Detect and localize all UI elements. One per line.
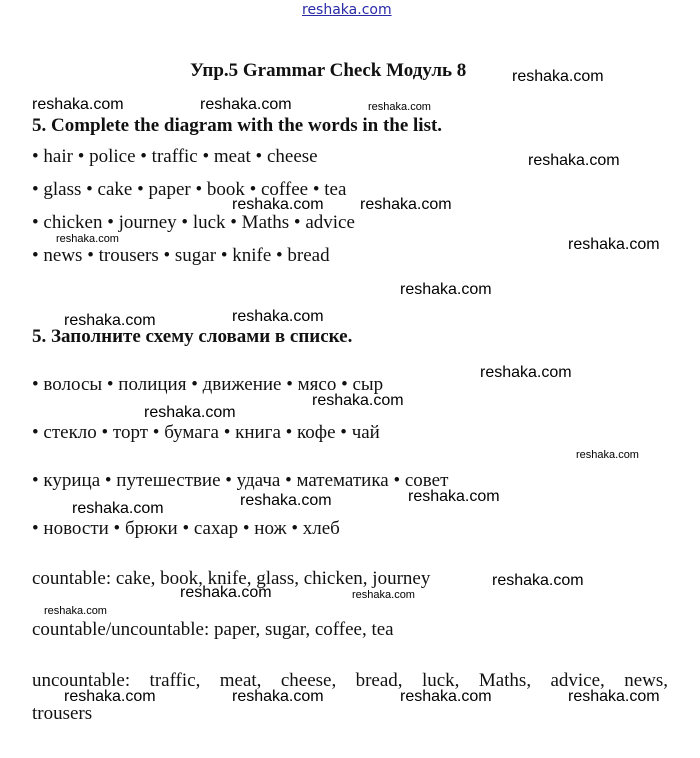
watermark: reshaka.com	[232, 196, 324, 213]
watermark: reshaka.com	[400, 688, 492, 705]
watermark: reshaka.com	[576, 449, 639, 461]
watermark: reshaka.com	[492, 572, 584, 589]
watermark: reshaka.com	[528, 152, 620, 169]
answer-countable-uncountable: countable/uncountable: paper, sugar, coffee, tea	[32, 619, 394, 640]
site-link[interactable]: reshaka.com	[302, 2, 392, 18]
watermark: reshaka.com	[32, 96, 124, 113]
watermark: reshaka.com	[64, 688, 156, 705]
russian-word-line-1: • волосы • полиция • движение • мясо • сыр	[32, 374, 384, 395]
russian-heading: 5. Заполните схему словами в списке.	[32, 326, 353, 347]
watermark: reshaka.com	[352, 589, 415, 601]
answer-uncountable-line-1: uncountable: traffic, meat, cheese, bread, luck, Maths, advice, news,	[32, 670, 668, 691]
watermark: reshaka.com	[568, 236, 660, 253]
watermark: reshaka.com	[408, 488, 500, 505]
watermark: reshaka.com	[312, 392, 404, 409]
watermark: reshaka.com	[56, 233, 119, 245]
watermark: reshaka.com	[512, 68, 604, 85]
watermark: reshaka.com	[368, 101, 431, 113]
russian-word-line-2: • стекло • торт • бумага • книга • кофе • чай	[32, 422, 380, 443]
watermark: reshaka.com	[200, 96, 292, 113]
watermark: reshaka.com	[232, 688, 324, 705]
watermark: reshaka.com	[360, 196, 452, 213]
english-word-line-2: • glass • cake • paper • book • coffee • tea	[32, 179, 347, 200]
watermark: reshaka.com	[480, 364, 572, 381]
watermark: reshaka.com	[568, 688, 660, 705]
watermark: reshaka.com	[400, 281, 492, 298]
watermark: reshaka.com	[144, 404, 236, 421]
watermark: reshaka.com	[64, 312, 156, 329]
watermark: reshaka.com	[240, 492, 332, 509]
answer-uncountable-line-2: trousers	[32, 703, 93, 724]
english-word-line-1: • hair • police • traffic • meat • cheese	[32, 146, 318, 167]
english-word-line-3: • chicken • journey • luck • Maths • advice	[32, 212, 355, 233]
page-title: Упр.5 Grammar Check Модуль 8	[190, 60, 467, 81]
english-word-line-4: • news • trousers • sugar • knife • bread	[32, 245, 330, 266]
watermark: reshaka.com	[72, 500, 164, 517]
answer-countable: countable: cake, book, knife, glass, chicken, journey	[32, 568, 431, 589]
watermark: reshaka.com	[180, 584, 272, 601]
watermark: reshaka.com	[44, 605, 107, 617]
russian-word-line-4: • новости • брюки • сахар • нож • хлеб	[32, 518, 340, 539]
english-heading: 5. Complete the diagram with the words in the list.	[32, 115, 443, 136]
watermark: reshaka.com	[232, 308, 324, 325]
russian-word-line-3: • курица • путешествие • удача • математика • совет	[32, 470, 449, 491]
